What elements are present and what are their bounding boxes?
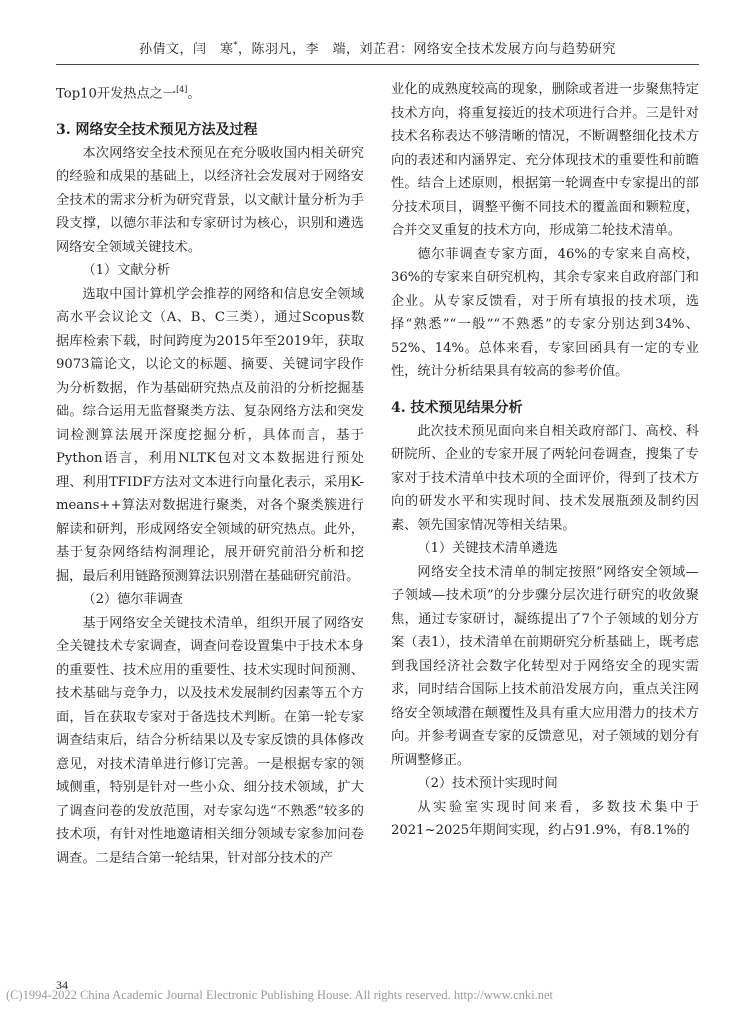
paragraph-expert-composition: 德尔菲调查专家方面，46%的专家来自高校，36%的专家来自研究机构，其余专家来自政府部门和企业。从专家反馈看，对于所有填报的技术项，选择“熟悉”“一般”“不熟悉”的专家分别达到34%、52%、14%。总体来看，专家回函具有一定的专业性，统计分析结果具有较高的参考价值。 <box>391 246 699 379</box>
running-head-authors: 孙倩文，闫 寒 <box>138 42 234 57</box>
paragraph-top10 <box>56 78 364 106</box>
running-head-title: 网络安全技术发展方向与趋势研究 <box>413 42 617 57</box>
citation-4: [4] <box>176 85 188 94</box>
running-head <box>0 38 755 57</box>
corresponding-author-mark: * <box>233 40 238 50</box>
running-head-coauthors: ，陈羽凡，李 端，刘芷君： <box>237 42 414 57</box>
right-column <box>391 78 699 843</box>
section-4-title: 4. 技术预见结果分析 <box>391 399 523 416</box>
spacer <box>56 106 364 118</box>
header-rule <box>56 64 699 65</box>
copyright-notice: (C)1994-2022 China Academic Journal Electronic Publishing House. All rights reserved. http://www.cnki.net <box>6 988 554 1002</box>
paragraph-delphi-continued: 业化的成熟度较高的现象，删除或者进一步聚焦特定技术方向，将重复接近的技术项进行合并。三是针对技术名称表达不够清晰的情况，不断调整细化技术方向的表述和内涵界定、充分体现技术的重要性和前瞻性。结合上述原则，根据第一轮调查中专家提出的部分技术项目，调整平衡不同技术的覆盖面和颗粒度，合并交叉重复的技术方向，形成第二轮技术清单。 <box>391 82 699 238</box>
paragraph-delphi-survey: 基于网络安全关键技术清单，组织开展了网络安全关键技术专家调查，调查问卷设置集中于技术本身的重要性、技术应用的重要性、技术实现时间预测、技术基础与竞争力，以及技术发展制约因素等五个方面，旨在获取专家对于备选技术判断。在第一轮专家调查结束后，结合分析结果以及专家反馈的具体修改意见，对技术清单进行修订完善。一是根据专家的领域侧重，特别是针对一些小众、细分技术领域，扩大了调查问卷的发放范围，对专家勾选“不熟悉”较多的技术项，有针对性地邀请相关细分领域专家参加问卷调查。二是结合第一轮结果，针对部分技术的产 <box>56 615 364 866</box>
subsection-realization-time: （2）技术预计实现时间 <box>417 776 558 791</box>
left-column <box>56 78 364 870</box>
section-3-title: 3. 网络安全技术预见方法及过程 <box>56 121 258 138</box>
paragraph-key-tech-list: 网络安全技术清单的制定按照“网络安全领域—子领域—技术项”的分步骤分层次进行研究的收敛聚焦，通过专家研讨，凝练提出了7个子领域的划分方案（表1），技术清单在前期研究分析基础上，既考虑到我国经济社会数字化转型对于网络安全的现实需求，同时结合国际上技术前沿发展方向，重点关注网络安全领域潜在颠覆性及具有重大应用潜力的技术方向。并参考调查专家的反馈意见，对子领域的划分有所调整修正。 <box>391 564 699 768</box>
paragraph-method-intro: 本次网络安全技术预见在充分吸收国内相关研究的经验和成果的基础上，以经济社会发展对于网络安全技术的需求分析为研究背景，以文献计量分析为手段支撑，以德尔菲法和专家研讨为核心，识别和遴选网络安全领域关键技术。 <box>56 145 364 255</box>
paragraph-literature-analysis: 选取中国计算机学会推荐的网络和信息安全领域高水平会议论文（A、B、C三类），通过Scopus数据库检索下载，时间跨度为2015年至2019年，获取9073篇论文，以论文的标题、摘要、关键词字段作为分析数据，作为基础研究热点及前沿的分析挖掘基础。综合运用无监督聚类方法、复杂网络方法和突发词检测算法展开深度挖掘分析，具体而言，基于Python语言，利用NLTK包对文本数据进行预处理、利用TFIDF方法对文本进行向量化表示，采用K-means++算法对数据进行聚类，对各个聚类簇进行解读和研判，形成网络安全领域的研究热点。此外，基于复杂网络结构洞理论，展开研究前沿分析和挖掘，最后利用链路预测算法识别潜在基础研究前沿。 <box>56 286 364 584</box>
spacer <box>391 384 699 396</box>
subsection-literature-analysis: （1）文献分析 <box>82 263 170 279</box>
paragraph-realization-time: 从实验室实现时间来看，多数技术集中于2021~2025年期间实现，约占91.9%，有8.1%的 <box>391 799 699 838</box>
paragraph-top10-text: Top10开发热点之一 <box>56 86 177 102</box>
paragraph-top10-end: 。 <box>187 86 201 102</box>
page-number: 34 <box>56 978 68 992</box>
subsection-delphi-survey: （2）德尔菲调查 <box>82 592 184 608</box>
paragraph-results-intro: 此次技术预见面向来自相关政府部门、高校、科研院所、企业的专家开展了两轮问卷调查，搜集了专家对于技术清单中技术项的全面评价，得到了技术方向的研发水平和实现时间、技术发展瓶颈及制约因素、领先国家情况等相关结果。 <box>391 423 699 533</box>
subsection-key-tech-list: （1）关键技术清单遴选 <box>417 541 558 556</box>
